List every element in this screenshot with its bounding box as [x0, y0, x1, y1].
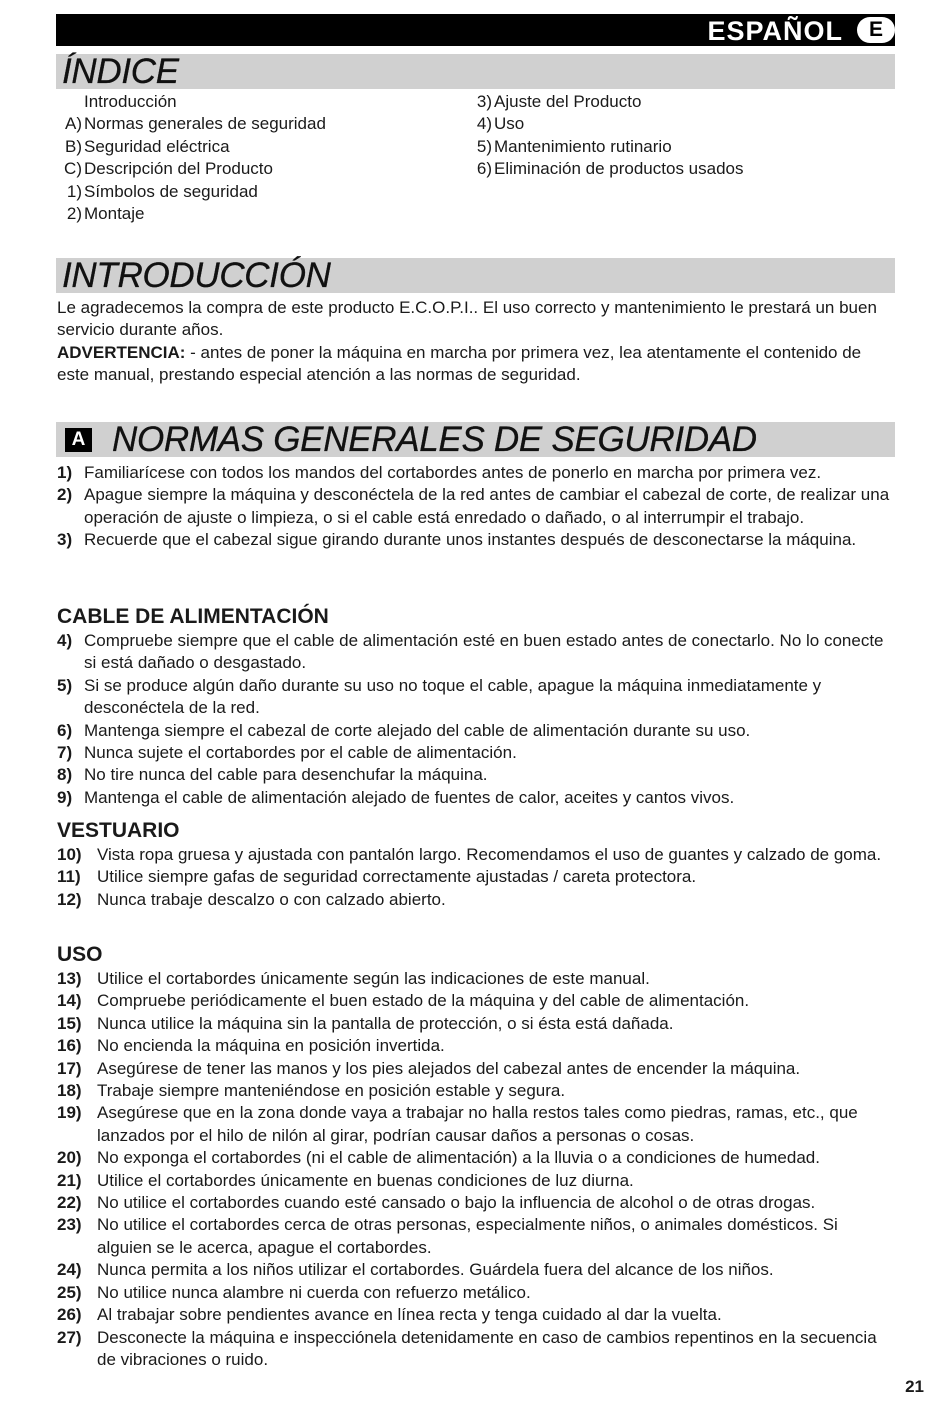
rule-text: Compruebe periódicamente el buen estado de la máquina y del cable de alimentación.	[97, 991, 750, 1011]
rule-item	[57, 720, 897, 742]
rule-number: 25)	[57, 1282, 82, 1302]
uso-rules-list	[57, 968, 897, 1371]
rule-number: 10)	[57, 845, 82, 864]
vestuario-subheading: VESTUARIO	[57, 819, 180, 842]
rule-text: Familiarícese con todos los mandos del cortabordes antes de ponerlo en marcha por primera vez.	[84, 463, 822, 482]
rule-item	[57, 1147, 897, 1169]
index-entry-number: A)	[65, 114, 82, 134]
rule-text: Recuerde que el cabezal sigue girando durante unos instantes después de desconectarse la máquina.	[84, 530, 857, 550]
index-entry	[466, 136, 743, 158]
rule-number: 12)	[57, 889, 82, 909]
rule-text: Mantenga el cable de alimentación alejado de fuentes de calor, aceites y cantos vivos.	[84, 787, 735, 807]
rule-text: No exponga el cortabordes (ni el cable de alimentación) a la lluvia o a condiciones de humedad.	[97, 1148, 820, 1168]
rule-item	[57, 787, 897, 809]
index-entry-number: 4)	[476, 114, 492, 134]
index-entry-label: Introducción	[84, 92, 177, 111]
rule-item	[57, 675, 897, 720]
rule-text: Compruebe siempre que el cable de alimentación esté en buen estado antes de conectarlo. No lo conecte si está dañado o desgastado.	[84, 631, 884, 673]
rule-text: Al trabajar sobre pendientes avance en línea recta y tenga cuidado al dar la vuelta.	[97, 1305, 722, 1325]
rule-number: 2)	[57, 485, 73, 505]
rule-item	[57, 1035, 897, 1057]
rule-number: 7)	[57, 743, 73, 763]
language-letter-badge: E	[857, 17, 895, 43]
cable-rules-list	[57, 630, 897, 809]
index-column-left	[56, 91, 326, 225]
warning-label: ADVERTENCIA:	[57, 343, 186, 362]
index-entry-number	[56, 91, 84, 113]
index-entry-number: C)	[64, 159, 82, 179]
rule-text: Mantenga siempre el cabezal de corte alejado del cable de alimentación durante su uso.	[84, 720, 751, 740]
rule-item	[57, 529, 897, 551]
index-entry-number: 1)	[66, 181, 82, 201]
section-a-heading-bar	[56, 422, 895, 457]
index-entry	[56, 181, 326, 203]
rule-number: 18)	[57, 1081, 82, 1101]
rule-item	[57, 889, 897, 911]
warning-text: - antes de poner la máquina en marcha por primera vez, lea atentamente el contenido de este manual, prestando especial atención a las normas de seguridad.	[57, 343, 862, 385]
rule-item	[57, 968, 897, 990]
rule-text: Si se produce algún daño durante su uso no toque el cable, apague la máquina inmediatamente y desconéctela de la red.	[84, 675, 822, 718]
rule-item	[57, 630, 897, 675]
general-rules-list	[57, 462, 897, 552]
section-a-letter-badge: A	[65, 428, 92, 452]
rule-item	[57, 742, 897, 764]
rule-text: Nunca sujete el cortabordes por el cable de alimentación.	[84, 743, 517, 763]
rule-text: Utilice siempre gafas de seguridad correctamente ajustadas / careta protectora.	[97, 867, 697, 887]
rule-number: 19)	[57, 1103, 82, 1123]
rule-item	[57, 1214, 897, 1259]
index-entry-label: Eliminación de productos usados	[494, 159, 744, 179]
rule-text: Utilice el cortabordes únicamente según las indicaciones de este manual.	[97, 969, 650, 988]
rule-item	[57, 1058, 897, 1080]
intro-heading-bar	[56, 258, 895, 293]
rule-text: No utilice el cortabordes cuando esté cansado o bajo la influencia de alcohol o de otras drogas.	[97, 1193, 816, 1213]
rule-number: 5)	[57, 675, 73, 695]
intro-paragraph: Le agradecemos la compra de este producto E.C.O.P.I.. El uso correcto y mantenimiento le prestará un buen servicio durante años.	[57, 298, 877, 340]
rule-number: 20)	[57, 1148, 82, 1168]
language-header-bar	[56, 14, 895, 46]
index-entry-number: 3)	[476, 92, 492, 111]
rule-text: Utilice el cortabordes únicamente en buenas condiciones de luz diurna.	[97, 1170, 634, 1190]
rule-item	[57, 1282, 897, 1304]
rule-item	[57, 764, 897, 786]
vestuario-rules-list	[57, 844, 897, 911]
index-entry-label: Seguridad eléctrica	[84, 136, 230, 156]
index-entry-label: Descripción del Producto	[84, 159, 273, 179]
rule-text: Nunca trabaje descalzo o con calzado abierto.	[97, 889, 446, 909]
rule-item	[57, 1102, 897, 1147]
rule-number: 11)	[57, 867, 81, 887]
index-entry	[56, 203, 326, 225]
page-number: 21	[905, 1377, 924, 1396]
index-entry	[466, 113, 743, 135]
rule-text: No tire nunca del cable para desenchufar la máquina.	[84, 765, 488, 785]
section-a-title: NORMAS GENERALES DE SEGURIDAD	[112, 420, 757, 459]
rule-text: Apague siempre la máquina y desconéctela de la red antes de cambiar el cabezal de corte, de realizar una operación de ajuste o limpieza, o si el cable está enredado o dañado, o al interrumpir el trabajo.	[84, 485, 890, 527]
rule-number: 15)	[57, 1013, 82, 1033]
rule-item	[57, 1327, 897, 1372]
rule-text: Vista ropa gruesa y ajustada con pantalón largo. Recomendamos el uso de guantes y calzado de goma.	[97, 845, 882, 864]
rule-text: Trabaje siempre manteniéndose en posición estable y segura.	[97, 1081, 566, 1101]
index-entry-label: Ajuste del Producto	[494, 92, 642, 111]
rule-text: No utilice nunca alambre ni cuerda con refuerzo metálico.	[97, 1282, 531, 1302]
index-entry-label: Montaje	[84, 204, 145, 224]
rule-item	[57, 1192, 897, 1214]
rule-item	[57, 844, 897, 866]
rule-text: No utilice el cortabordes cerca de otras personas, especialmente niños, o animales domésticos. Si alguien se le acerca, apague el cortabordes.	[97, 1215, 838, 1257]
index-entry-number: 2)	[66, 204, 82, 224]
rule-number: 16)	[57, 1036, 82, 1056]
rule-number: 24)	[57, 1260, 82, 1280]
rule-number: 27)	[57, 1327, 82, 1347]
rule-number: 13)	[57, 969, 82, 988]
index-title: ÍNDICE	[62, 52, 179, 91]
rule-number: 23)	[57, 1215, 82, 1235]
rule-text: Nunca utilice la máquina sin la pantalla de protección, o si ésta está dañada.	[97, 1013, 674, 1033]
rule-item	[57, 1170, 897, 1192]
rule-text: Asegúrese de tener las manos y los pies alejados del cabezal antes de encender la máquina.	[97, 1058, 801, 1078]
index-entry-label: Uso	[494, 114, 525, 134]
rule-number: 21)	[57, 1170, 82, 1190]
rule-item	[57, 990, 897, 1012]
rule-item	[57, 1304, 897, 1326]
index-entry-label: Normas generales de seguridad	[84, 114, 326, 134]
index-entry	[56, 91, 326, 113]
rule-number: 4)	[57, 631, 73, 650]
rule-number: 22)	[57, 1193, 82, 1213]
rule-number: 26)	[57, 1305, 82, 1325]
index-entry-number: 5)	[476, 136, 492, 156]
index-entry-number: 6)	[476, 159, 492, 179]
rule-item	[57, 866, 897, 888]
index-entry	[466, 91, 743, 113]
rule-number: 17)	[57, 1058, 82, 1078]
rule-number: 9)	[57, 787, 73, 807]
rule-item	[57, 462, 897, 484]
intro-title: INTRODUCCIÓN	[62, 256, 331, 295]
index-heading-bar	[56, 54, 895, 89]
index-entry	[56, 113, 326, 135]
index-column-right	[466, 91, 743, 181]
rule-number: 1)	[57, 463, 73, 482]
rule-text: Asegúrese que en la zona donde vaya a trabajar no halla restos tales como piedras, ramas, etc., que lanzados por el hilo de nilón al girar, podrían causar daños a personas o cosas.	[97, 1103, 858, 1145]
uso-subheading: USO	[57, 943, 103, 966]
cable-subheading: CABLE DE ALIMENTACIÓN	[57, 605, 329, 628]
language-label: ESPAÑOL	[707, 16, 843, 46]
rule-number: 8)	[57, 765, 73, 785]
index-entry	[56, 158, 326, 180]
rule-number: 6)	[57, 720, 73, 740]
rule-number: 3)	[57, 530, 73, 550]
rule-item	[57, 1013, 897, 1035]
index-entry-label: Símbolos de seguridad	[84, 181, 258, 201]
index-entry	[56, 136, 326, 158]
index-entry	[466, 158, 743, 180]
intro-warning	[57, 342, 897, 387]
rule-item	[57, 1259, 897, 1281]
rule-number: 14)	[57, 991, 82, 1011]
rule-item	[57, 1080, 897, 1102]
rule-text: Desconecte la máquina e inspecciónela detenidamente en caso de cambios repentinos en la secuencia de vibraciones o ruido.	[97, 1327, 877, 1369]
index-entry-label: Mantenimiento rutinario	[494, 136, 672, 156]
rule-item	[57, 484, 897, 529]
index-entry-number: B)	[65, 136, 82, 156]
rule-text: Nunca permita a los niños utilizar el cortabordes. Guárdela fuera del alcance de los niños.	[97, 1260, 774, 1280]
rule-text: No encienda la máquina en posición invertida.	[97, 1036, 445, 1056]
